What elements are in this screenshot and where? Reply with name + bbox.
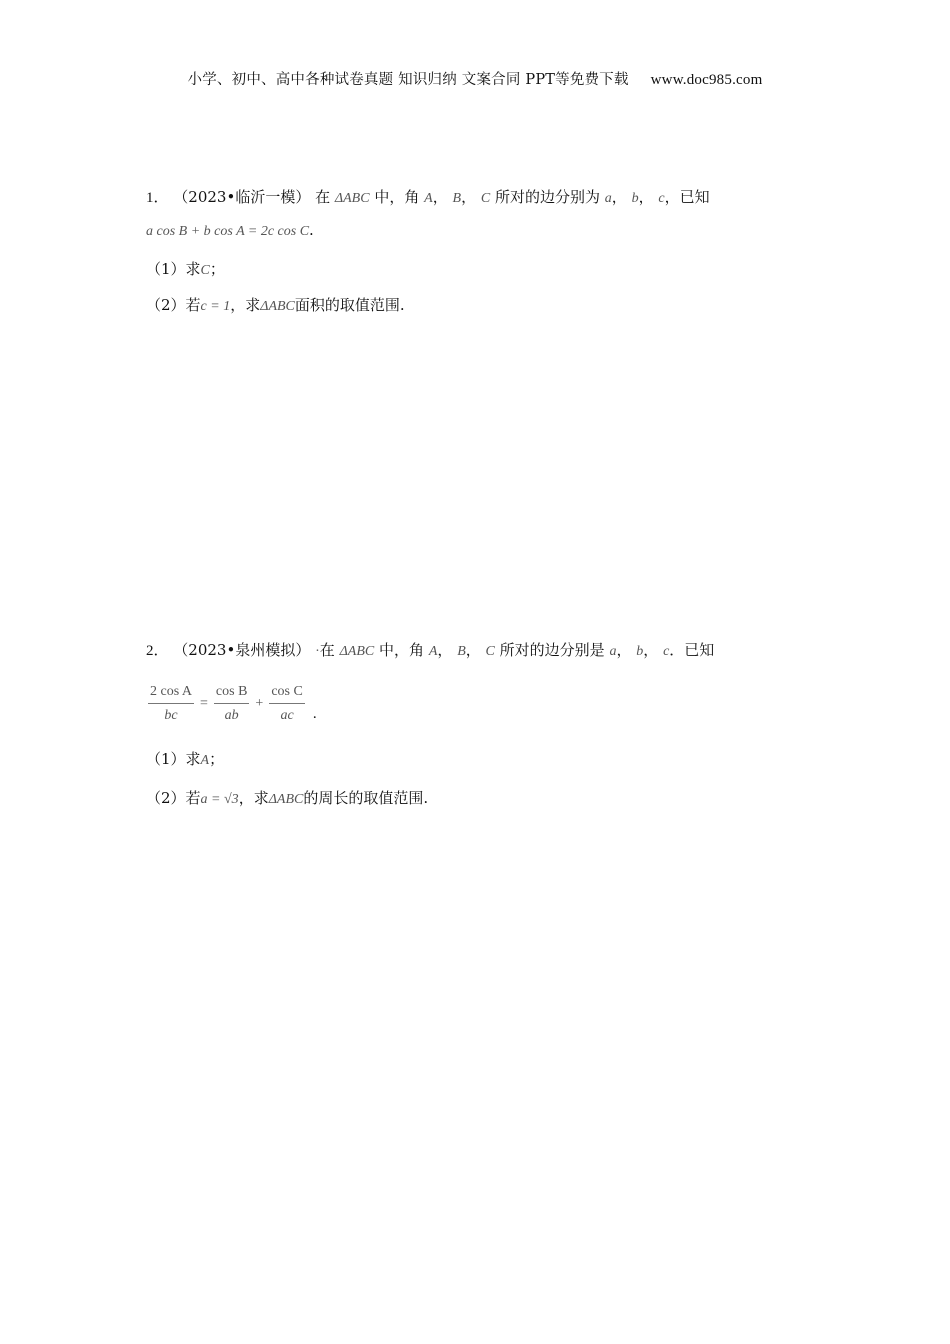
problem2-var-C: C [485,644,495,659]
fraction-1-denominator: bc [164,708,178,723]
problem2-triangle: ΔABC [339,644,375,659]
period: . [309,221,314,239]
problem1-triangle: ΔABC [334,191,370,206]
comma: ， [638,188,654,206]
page-header [0,68,950,89]
fraction-3-numerator: cos C [269,684,305,704]
q1-end: ； [209,260,225,278]
fraction-2-denominator: ab [224,708,239,723]
problem2-var-a: a [609,644,617,659]
problem1-var-B: B [452,191,462,206]
problem2-text-in: 在 [319,641,335,659]
q2-triangle: ΔABC [260,299,295,314]
problem2-equation [146,684,317,724]
header-site: www.doc985.com [650,72,763,88]
q2-condition: c = 1 [200,299,231,314]
problem2-var-B: B [457,644,466,659]
plus-sign: + [255,696,264,711]
problem1-equation: a cos B + b cos A = 2c cos C [146,224,310,239]
problem1-var-c: c [658,191,665,206]
fraction-1 [146,684,196,724]
problem2-question1 [146,748,224,769]
problem1-var-C: C [480,191,491,206]
q2-condition: a = √3 [200,792,239,807]
problem1-number: 1． [146,190,169,206]
q2-mid: ，求 [230,296,261,314]
fraction-2 [212,684,252,724]
problem2-text-sides: 所对的边分别是 [499,641,605,659]
problem2-var-b: b [636,644,644,659]
problem1-question1 [146,258,225,279]
problem1-source: （2023•临沂一模） [173,188,311,206]
q2-label: （2）若 [146,296,201,314]
problem2-text-angle: 中，角 [379,641,425,659]
problem2-statement [146,639,714,660]
q2-label: （2）若 [146,789,201,807]
q2-end: 面积的取值范围. [294,296,405,314]
fraction-1-numerator: 2 cos A [148,684,194,704]
comma: ， [461,188,477,206]
q1-var: A [200,753,210,768]
period: . [312,705,317,722]
q1-label: （1）求 [146,260,201,278]
comma: ， [432,188,448,206]
q2-end: 的周长的取值范围. [303,789,429,807]
problem1-var-b: b [631,191,639,206]
q1-end: ； [209,750,225,768]
problem1-text-sides: 所对的边分别为 [495,188,601,206]
problem1-text-angle: 中，角 [374,188,420,206]
comma: ， [643,641,659,659]
problem2-dot: · [315,644,320,659]
problem1-text-in: 在 [315,188,331,206]
q2-triangle: ΔABC [268,792,304,807]
problem1-var-a: a [604,191,612,206]
problem2-source: （2023•泉州模拟） [173,641,311,659]
equals-sign: = [200,696,208,711]
problem2-text-known: ．已知 [669,641,715,659]
comma: ， [616,641,632,659]
q1-label: （1）求 [146,750,201,768]
problem1-statement [146,186,710,207]
comma: ， [437,641,453,659]
problem1-equation-line [146,221,314,240]
fraction-2-numerator: cos B [214,684,250,704]
problem2-var-c: c [663,644,670,659]
fraction-3 [267,684,307,724]
q2-mid: ，求 [238,789,269,807]
header-text: 小学、初中、高中各种试卷真题 知识归纳 文案合同 PPT等免费下载 [187,72,629,88]
comma: ， [611,188,627,206]
comma: ， [465,641,481,659]
problem1-var-A: A [424,191,433,206]
problem2-question2 [146,787,428,808]
problem1-text-known: ，已知 [664,188,710,206]
problem2-number: 2． [146,643,169,659]
fraction-3-denominator: ac [280,708,294,723]
problem2-var-A: A [428,644,438,659]
problem1-question2 [146,294,405,315]
q1-var: C [200,263,210,278]
